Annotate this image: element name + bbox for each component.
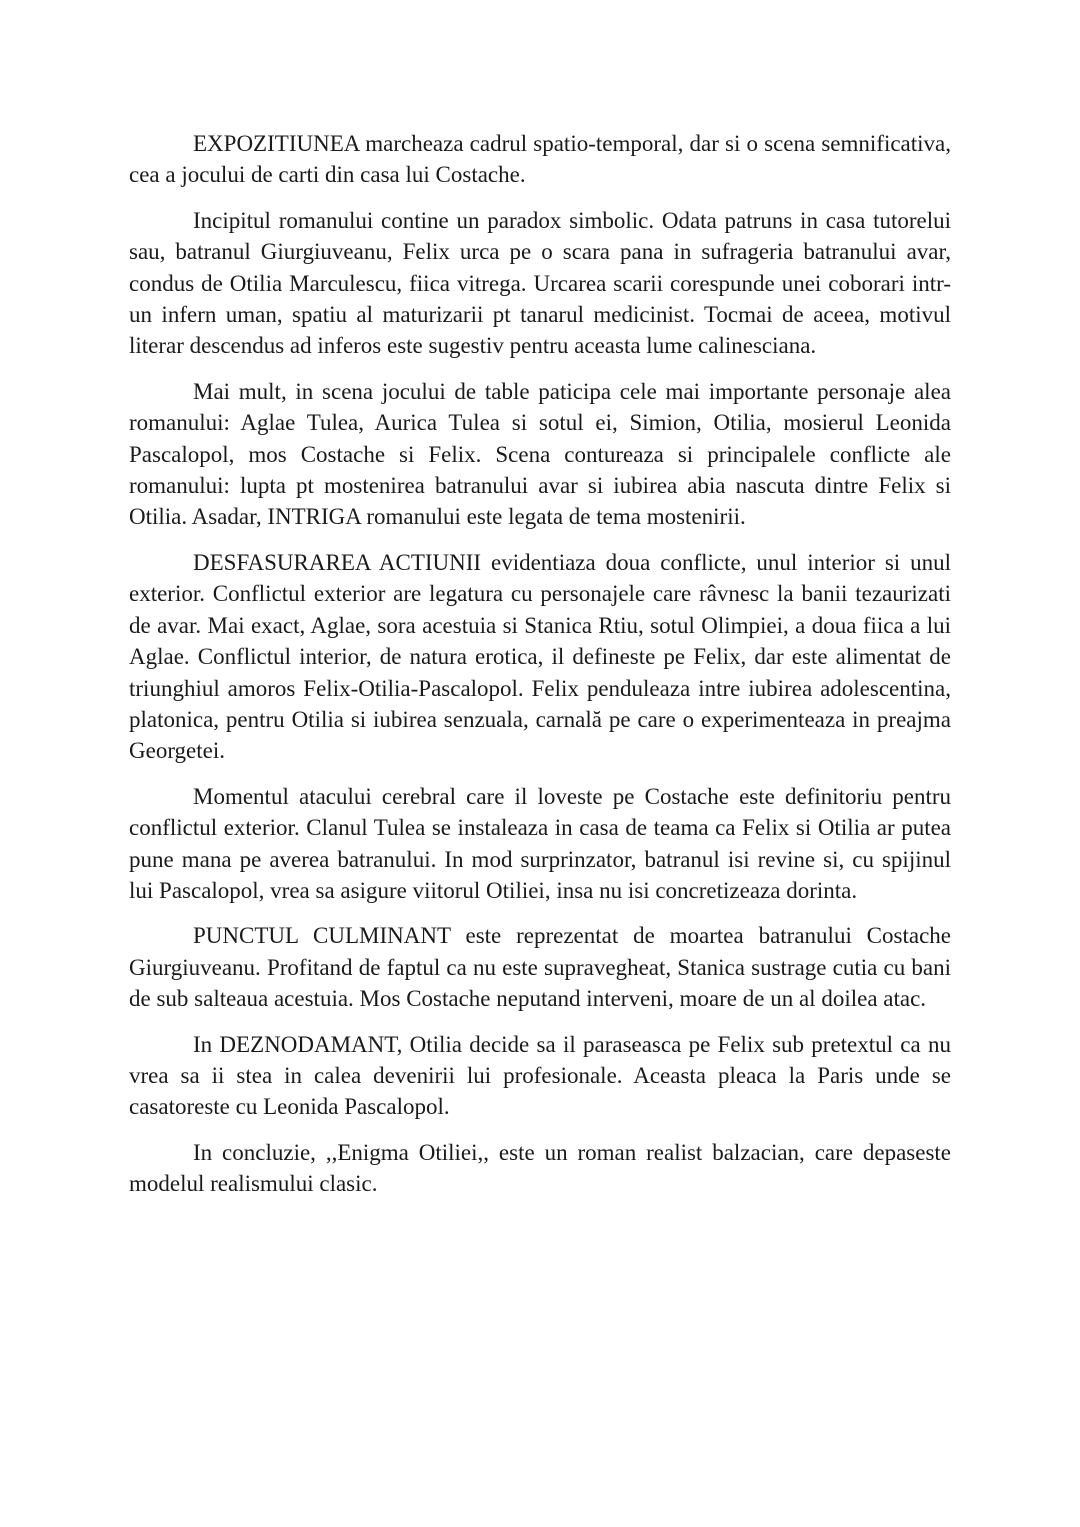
document-page [129,128,951,1214]
paragraph-deznodamant: In DEZNODAMANT, Otilia decide sa il paraseasca pe Felix sub pretextul ca nu vrea sa ii stea in calea devenirii lui profesionale. Aceasta pleaca la Paris unde se casatoreste cu Leonida Pascalopol. [129,1031,951,1120]
paragraph-punctul-culminant: PUNCTUL CULMINANT este reprezentat de moartea batranului Costache Giurgiuveanu. Profitand de faptul ca nu este supravegheat, Stanica sustrage cutia cu bani de sub salteaua acestuia. Mos Costache neputand interveni, moare de un al doilea atac. [129,923,951,1012]
paragraph-intriga: Mai mult, in scena jocului de table paticipa cele mai importante personaje alea romanului: Aglae Tulea, Aurica Tulea si sotul ei, Simion, Otilia, mosierul Leonida Pascalopol, mos Costache si Felix. Scena contureaza si principalele conflicte ale romanului: lupta pt mostenirea batranului avar si iubirea abia nascuta dintre Felix si Otilia. Asadar, INTRIGA romanului este legata de tema mostenirii. [129,378,951,530]
paragraph-desfasurarea-actiunii: DESFASURAREA ACTIUNII evidentiaza doua conflicte, unul interior si unul exterior. Conflictul exterior are legatura cu personajele care râvnesc la banii tezaurizati de avar. Mai exact, Aglae, sora acestuia si Stanica Rtiu, sotul Olimpiei, a doua fiica a lui Aglae. Conflictul interior, de natura erotica, il defineste pe Felix, dar este alimentat de triunghiul amoros Felix-Otilia-Pascalopol. Felix penduleaza intre iubirea adolescentina, platonica, pentru Otilia si iubirea senzuala, carnală pe care o experimenteaza in preajma Georgetei. [129,549,951,764]
paragraph-incipit: Incipitul romanului contine un paradox simbolic. Odata patruns in casa tutorelui sau, batranul Giurgiuveanu, Felix urca pe o scara pana in sufrageria batranului avar, condus de Otilia Marculescu, fiica vitrega. Urcarea scarii corespunde unei coborari intr-un infern uman, spatiu al maturizarii pt tanarul medicinist. Tocmai de aceea, motivul literar descendus ad inferos este sugestiv pentru aceasta lume calinesciana. [129,207,951,359]
paragraph-expozitiunea: EXPOZITIUNEA marcheaza cadrul spatio-temporal, dar si o scena semnificativa, cea a jocului de carti din casa lui Costache. [129,131,951,188]
paragraph-concluzie: In concluzie, ,,Enigma Otiliei,, este un roman realist balzacian, care depaseste modelul realismului clasic. [129,1139,951,1197]
paragraph-atac-cerebral: Momentul atacului cerebral care il loveste pe Costache este definitoriu pentru conflictul exterior. Clanul Tulea se instaleaza in casa de teama ca Felix si Otilia ar putea pune mana pe averea batranului. In mod surprinzator, batranul isi revine si, cu spijinul lui Pascalopol, vrea sa asigure viitorul Otiliei, insa nu isi concretizeaza dorinta. [129,783,951,903]
